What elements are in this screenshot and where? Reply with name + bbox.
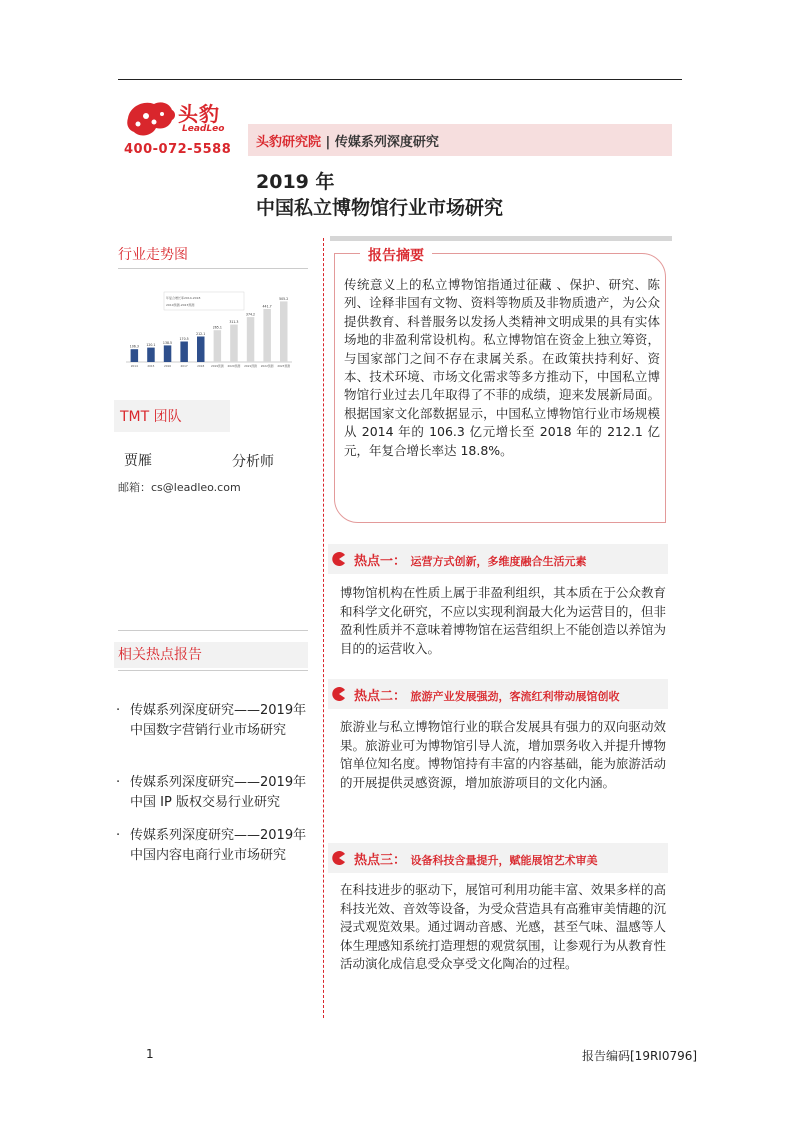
chart-data-label: 106.3 — [129, 344, 139, 349]
hotspot-subtitle: 设备科技含量提升，赋能展馆艺术审美 — [410, 854, 598, 867]
series-name: 传媒系列深度研究 — [334, 135, 439, 150]
pacman-icon — [332, 687, 346, 701]
chart-data-label: 138.5 — [162, 340, 173, 345]
chart-data-label: 441.7 — [262, 304, 272, 309]
logo-wordmark: 头豹 — [178, 102, 220, 126]
hotspot-text: 在科技进步的驱动下，展馆可利用功能丰富、效果多样的高科技光效、音效等设备，为受众营造具有高雅审美情趣的沉浸式观览效果。通过调动音感、光感，甚至气味、温感等人体生理感知系统打造理想的观赏氛围，让参观行为从教育性活动演化成信息受众享受文化陶冶的过程。 — [340, 882, 666, 972]
related-top-rule — [118, 630, 308, 631]
chart-bar — [230, 325, 238, 362]
related-report-title: 传媒系列深度研究——2019年中国数字营销行业市场研究 — [130, 703, 307, 738]
pacman-icon — [332, 851, 346, 865]
title-year: 2019 年 — [256, 171, 335, 193]
chart-legend — [164, 292, 244, 310]
chart-tick-label: 2017 — [180, 364, 188, 368]
series-banner-text — [256, 131, 439, 150]
page-title: 中国私立博物馆行业市场研究 — [256, 197, 504, 219]
hotspot-text: 旅游业与私立博物馆行业的联合发展具有强力的双向驱动效果。旅游业可为博物馆引导人流，增加票务收入并提升博物馆单位知名度。博物馆持有丰富的内容基础，能为旅游活动的开展提供灵感资源，增加旅游项目的文化内涵。 — [340, 719, 666, 790]
hotspot-subtitle: 运营方式创新，多维度融合生活元素 — [410, 555, 587, 568]
chart-data-label: 374.2 — [245, 312, 256, 317]
chart-bar — [131, 349, 139, 362]
page-number: 1 — [146, 1047, 154, 1061]
chart-bar — [263, 309, 271, 362]
logo-english: LeadLeo — [182, 124, 225, 134]
hotspot-subtitle: 旅游产业发展强劲，客流红利带动展馆创收 — [410, 690, 620, 703]
bullet: · — [116, 828, 121, 843]
chart-tick-label: 2023预测 — [277, 364, 291, 368]
chart-tick-label: 2021预测 — [244, 364, 257, 368]
hotspot-label — [354, 550, 587, 569]
bullet: · — [116, 703, 121, 718]
hotspot-title: 热点三： — [354, 853, 407, 868]
report-code: 报告编码[19RI0796] — [582, 1049, 698, 1063]
chart-data-label: 170.5 — [179, 337, 189, 341]
hotspot-text: 博物馆机构在性质上属于非盈利组织，其本质在于公众教育和科学文化研究，不应以实现利润最大化为运营目的，但非盈利性质并不意味着博物馆在运营组织上不能创造以养馆为目的的运营收入。 — [340, 585, 666, 656]
related-report-title: 传媒系列深度研究——2019年中国 IP 版权交易行业研究 — [130, 775, 307, 810]
chart-data-label: 212.1 — [196, 332, 206, 336]
chart-bar — [247, 317, 255, 362]
trend-heading: 行业走势图 — [118, 247, 188, 263]
team-heading: TMT 团队 — [120, 409, 182, 425]
chart-legend-entry: 年复合增长率2014-2018 — [166, 296, 201, 300]
chart-data-label: 505.2 — [279, 296, 289, 301]
chart-legend-entry: 2019预测-2023预测 — [166, 303, 195, 307]
summary-text: 传统意义上的私立博物馆指通过征藏 、保护、研究、陈列、诠释非国有文物、资料等物质及非物质遗产，为公众提供教育、科普服务以发扬人类精神文明成果的具有实体场地的非盈利常设机构。私立博物馆在资金上独立筹资，与国家部门之间不存在隶属关系。在政策扶持利好、资本、技术环境、市场文化需求等多方推动下，中国私立博物馆行业过去几年取得了不菲的成绩，迎来发展新局面。根据国家文化部数据显示，中国私立博物馆行业市场规模从 2014 年的 106.3 亿元增长至 2018 年的 212.1 亿元，年复合增长率达 18.8%。 — [344, 277, 660, 458]
summary-top-bar — [330, 236, 672, 241]
chart-tick-label: 2015 — [147, 364, 155, 368]
related-heading: 相关热点报告 — [118, 647, 202, 663]
analyst-role: 分析师 — [232, 454, 274, 470]
chart-tick-label: 2014 — [130, 364, 138, 368]
related-report-link[interactable] — [118, 826, 314, 866]
hotspot-title: 热点二： — [354, 689, 407, 704]
phone-number: 400-072-5588 — [124, 142, 232, 157]
chart-tick-label: 2018 — [197, 364, 205, 368]
chart-bar — [147, 348, 155, 362]
analyst-name: 贾雁 — [124, 453, 152, 469]
chart-bar — [164, 345, 172, 362]
trend-chart — [118, 288, 298, 372]
column-divider — [323, 238, 324, 1018]
chart-tick-label: 2020预测 — [227, 364, 241, 368]
chart-data-label: 311.3 — [229, 320, 239, 325]
trend-rule — [118, 268, 308, 269]
pacman-icon — [332, 552, 346, 566]
related-report-link[interactable] — [118, 773, 314, 813]
related-report-link[interactable] — [118, 701, 314, 741]
chart-data-label: 265.1 — [212, 325, 222, 330]
related-report-title: 传媒系列深度研究——2019年中国内容电商行业市场研究 — [130, 828, 307, 863]
analyst-email[interactable]: 邮箱：cs@leadleo.com — [118, 481, 241, 494]
related-bottom-rule — [118, 670, 308, 671]
chart-tick-label: 2022预测 — [260, 364, 274, 368]
chart-bar — [280, 301, 288, 362]
chart-tick-label: 2019预测 — [210, 364, 224, 368]
institute-name: 头豹研究院 — [256, 135, 322, 150]
hotspot-label — [354, 685, 620, 704]
hotspot-title: 热点一： — [354, 554, 407, 569]
chart-bar — [180, 342, 188, 363]
chart-bar — [197, 337, 205, 363]
hotspot-label — [354, 849, 598, 868]
chart-tick-label: 2016 — [163, 364, 172, 368]
summary-label: 报告摘要 — [360, 245, 432, 265]
chart-data-label: 120.1 — [146, 343, 156, 348]
bullet: · — [116, 775, 121, 790]
banner-separator: | — [325, 135, 331, 150]
chart-bar — [214, 330, 222, 362]
top-rule — [118, 79, 682, 80]
